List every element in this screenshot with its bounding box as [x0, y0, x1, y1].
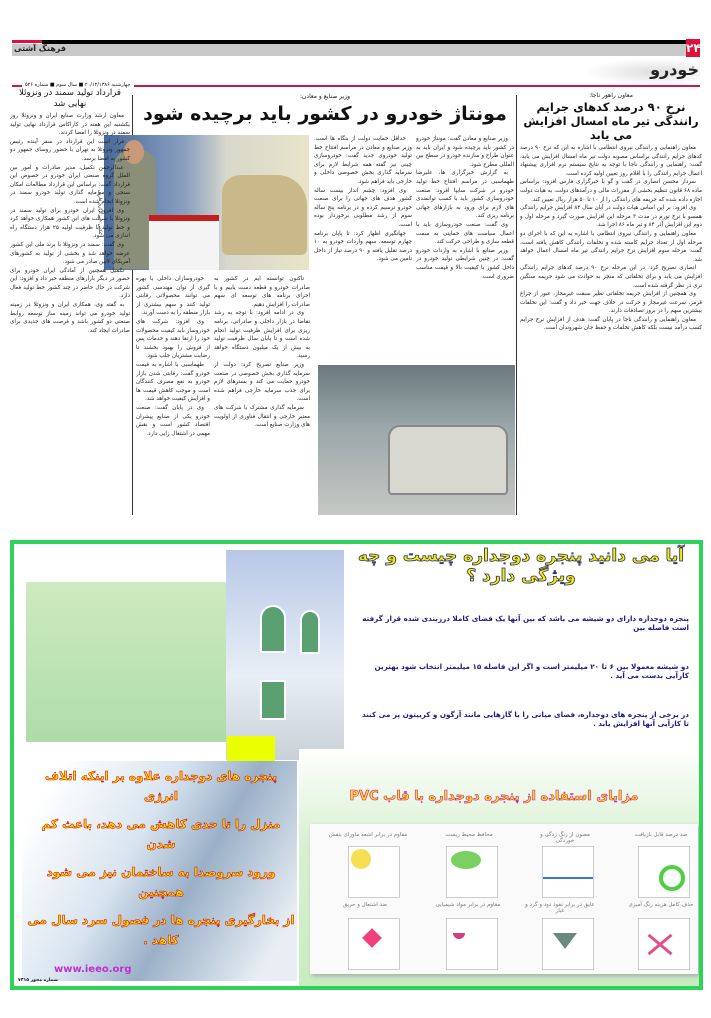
paragraph: وی افزود: بر این اساس هیات دولت در آبان سال ۸۴ افزایش جرایم رانندگی همسو با نرخ تورم در مدت ۳ مرحله این افزایش صورت گیرد و مرحله اول و دوم این افزایش آذر ۸۴ و تیر ماه ۸۶ اجرا شد.	[520, 205, 702, 229]
car-factory-photo	[318, 365, 515, 515]
benefit-label: صد درصد قابل بازیافت	[634, 832, 688, 838]
benefit-label: مقاوم در برابر اشعه ماورای بنفش	[328, 832, 408, 838]
minister-photo	[104, 135, 309, 270]
article-title: نرخ ۹۰ درصد کدهای جرایم رانندگی تیر ماه امسال افزایش می یابد	[523, 100, 699, 142]
paragraph: سرمایه گذاری مشترک با شرکت های معتبر خارجی و انتقال فناوری از اولویت های وزارت صنایع است.	[214, 404, 310, 429]
paragraph: عبدالرحمن تکمیل، مدیر صادرات و امور بین الملل گروه صنعتی ایران خودرو در خصوص این قرارداد گفت: براساس این قرارداد مطالعات امکان سنجی و سرمایه گذاری تولید خودرو سمند در ونزوئلا انجام شده است.	[10, 164, 130, 205]
window	[260, 680, 286, 720]
benefit-label: مصون از زنگ زدگی و خوردگی	[540, 832, 590, 844]
paragraph: معاون ارشد وزارت صنایع ایران و ونزوئلا روز یکشنبه این هفته در کاراکاس قرارداد نهایی تولید سمند در ونزوئلا را امضا کردند.	[10, 113, 130, 137]
arched-window	[300, 610, 320, 654]
paragraph: تاکنون توانسته ایم در کشور به صادرات خودرو و قطعه دست یابیم و با اجرای برنامه های توسعه ای سهم صادرات را افزایش دهیم.	[214, 276, 310, 308]
paragraph: تکمیل همچنین از آمادگی ایران خودرو برای حضور در دیگر بازارهای منطقه خبر داد و افزود: این شرکت در حال حاضر در چند کشور خط تولید فعال دارد.	[10, 267, 130, 300]
paragraph: وی در ادامه افزود: با توجه به رشد تقاضا در بازار داخلی و صادراتی، برنامه ریزی برای افزایش ظرفیت تولید انجام شده است و تا پایان سال ظرفیت تولید به بیش از یک میلیون دستگاه خواهد رسید.	[214, 310, 310, 360]
dust-proof-icon	[542, 918, 594, 970]
paragraph: وی گفت: سمند در ونزوئلا با برند ملی این کشور عرضه خواهد شد و بخشی از تولید به کشورهای آمریکای لاتین صادر می شود.	[10, 241, 130, 266]
fire-resistant-icon	[348, 918, 400, 970]
paragraph: وزیر صنایع تصریح کرد: دولت از سرمایه گذاری بخش خصوصی در صنعت خودرو حمایت می کند و بسترهای لازم برای جذب سرمایه خارجی فراهم شده است.	[214, 361, 310, 403]
paragraph: طهماسبی با اشاره به قیمت خودرو گفت: رقابتی شدن بازار خودرو به نفع مصرف کنندگان است و موجب کاهش قیمت ها و افزایش کیفیت خواهد شد.	[136, 361, 210, 403]
paragraph: وزیر صنایع و معادن گفت: مونتاژ خودرو در کشور باید برچیده شود و ایران باید به عنوان طراح و سازنده خودرو در سطح بین المللی مطرح شود.	[416, 136, 514, 168]
page-number: ۲۴	[686, 41, 701, 55]
ad-slogan	[26, 766, 296, 958]
benefit-label: ضد اشتعال و حریق	[342, 902, 388, 908]
paragraph: سردار محسن انصاری در گفت و گو با خبرگزاری فارس افزود: براساس ماده ۶۸ قانون تنظیم بخشی از مقررات مالی و درآمدهای دولت، به هیات دولت اجازه داده شده که جریمه های رانندگی را از ۱۰ تا ۵۰ هزار ریال تعیین کند.	[520, 179, 702, 203]
ad-line-1: پنجره دوجداره دارای دو شیشه می باشد که بین آنها یک فضای کاملا درزبندی شده قرار گرفته است فاصله بین	[362, 614, 689, 632]
paragraph: حداقل حمایت دولت از بنگاه ها است. وزیر صنایع و معادن در مراسم افتتاح خط تولید خودروی جدید گفت: خودروسازی چینی نیز گفته همه شرایط لازم برای سرمایه گذاری بخش خصوصی داخلی و خارجی باید فراهم شود.	[314, 136, 412, 185]
benefit-label: عایق در برابر نفوذ دود و گرد و غبار	[525, 902, 595, 914]
photo-credit: عکس: خبرگزاری فارس	[97, 190, 102, 235]
benefits-title: مزایای استفاده از پنجره دوجداره با قاب PVC	[349, 789, 639, 804]
benefit-label: محافظ محیط زیست	[445, 832, 493, 838]
paragraph: وی افزود: شرکت های خودروساز باید کیفیت محصولات خود را ارتقا دهند و خدمات پس از فروش را بهبود بخشند تا رضایت مشتریان جلب شود.	[136, 318, 210, 360]
section-title: خودرو	[650, 60, 699, 79]
car	[222, 175, 307, 255]
paragraph: وی در پایان گفت: صنعت خودرو یکی از صنایع پیشران اقتصاد کشور است و نقش مهمی در اشتغال زایی دارد.	[136, 404, 210, 437]
yellow-square	[227, 736, 275, 761]
paragraph: جهانگیری اظهار کرد: تا پایان برنامه چهارم توسعه، سهم واردات خودرو به ۱۰ درصد تقلیل یافته و ۹۰ درصد نیاز از داخل تامین می شود.	[314, 230, 412, 263]
left-article	[10, 88, 130, 520]
ad-line-3: در برخی از پنجره های دوجداره، فضای میانی را با گازهایی مانند آرگون و کریپتون پر می کنند تا کارآیی آنها افزایش یابد .	[361, 710, 689, 728]
slogan-line: از بخارگیری پنجره ها در فصول سرد سال می کاهد .	[27, 913, 295, 947]
main-col-2	[314, 135, 412, 360]
paragraph: به گزارش خبرگزاری ها، علیرضا طهماسبی در مراسم افتتاح خط تولید خودرو در شرکت سایپا افزود: صنعت خودروسازی کشور باید با کسب توانمندی های لازم برای ورود به بازارهای جهانی برنامه ریزی کند.	[416, 170, 514, 220]
main-kicker: وزیر صنایع و معادن:	[299, 93, 351, 100]
window-advertisement	[10, 540, 703, 990]
podium	[149, 215, 219, 270]
paragraph: معاون راهنمایی و رانندگی ناجا در پایان گفت: هدف از افزایش نرخ جرایم کسب درآمد نیست بلکه کاهش تخلفات و حفظ جان شهروندان است.	[520, 316, 702, 332]
article-body	[10, 112, 130, 517]
anti-corrosion-icon	[542, 846, 594, 898]
permit-number: شماره مجوز ۷۳۱۵	[18, 978, 58, 983]
main-headline: مونتاژ خودرو در کشور باید برچیده شود	[143, 103, 507, 125]
article-body	[520, 144, 702, 524]
main-col-3	[214, 275, 310, 520]
dateline: چهارشنبه ۲۰/۱۲/۱۳۸۶ ■ سال سوم ■ شماره ۵۲۶	[22, 82, 134, 88]
slogan-line: منزل را تا حدی کاهش می دهد، باعث کم شدن	[41, 817, 281, 851]
header-gray-bar	[12, 44, 686, 56]
building-photo	[226, 550, 344, 760]
slogan-line: پنجره های دوجداره علاوه بر اینکه اتلاف انرژی	[44, 769, 278, 803]
sun-icon	[348, 846, 400, 898]
benefit-label: مقاوم در برابر مواد شیمیایی	[435, 902, 501, 908]
main-col-4	[136, 275, 210, 520]
paragraph: وزیر صنایع با اشاره به واردات خودرو گفت: در چنین شرایطی تولید خودرو در داخل کشور با کیفیت بالا و قیمت مناسب ضروری است.	[416, 247, 514, 280]
article-kicker: معاون راهور ناجا:	[589, 92, 633, 99]
arched-window	[260, 605, 286, 653]
benefit-label: حذف کامل هزینه رنگ آمیزی	[628, 902, 694, 908]
no-paint-icon	[638, 918, 690, 970]
paragraph: وی افزود: چشم انداز بیست ساله کشور هدف های جهانی را برای صنعت خودرو ترسیم کرده و در برنامه پنج ساله سوم از رشد مطلوبی برخوردار بوده است.	[314, 187, 412, 228]
paragraph: معاون راهنمایی و رانندگی نیروی انتظامی با اشاره به این که نرخ ۹۰ درصد کدهای جرایم رانندگی براساس مصوبه دولت تیر ماه امسال افزایش می یابد، گفت: راهنمایی و رانندگی ناجا با توجه به نتایج سیستم نرم افزاری پیشنهاد اعمال جرایم رانندگی را با اقلام روز تعیین اولیه کرده است.	[520, 145, 702, 177]
benefits-grid	[310, 824, 698, 974]
logo: فرهنگ آشتی	[14, 44, 66, 53]
website-link[interactable]: www.ieeo.org	[54, 964, 132, 975]
paragraph: وی افزود: ایران خودرو برای تولید سمند در ونزوئلا با شرکت های این کشور همکاری خواهد کرد و خط تولید با ظرفیت اولیه ۲۵ هزار دستگاه راه اندازی می شود.	[10, 207, 130, 240]
paragraph: معاون راهنمایی و رانندگی نیروی انتظامی با اشاره به این که با اجرای دو مرحله اول از تعداد جرایم کاسته شده و تخلفات رانندگی کاهش یافته است، گفت: مرحله سوم افزایش نرخ جرایم رانندگی تیر ماه امسال اعمال خواهد شد.	[520, 230, 702, 263]
paragraph: انصاری تصریح کرد: در این مرحله نرخ ۹۰ درصد کدهای جرایم رانندگی افزایش می یابد و برای تخلفاتی که منجر به حوادث می شود جریمه سنگین تری در نظر گرفته شده است.	[520, 265, 702, 289]
header-red-tab	[12, 40, 42, 43]
chemical-resistant-icon	[446, 918, 498, 970]
greenhouse-photo	[26, 582, 234, 742]
right-article	[520, 92, 702, 522]
suv	[388, 425, 508, 495]
paragraph: قرار است این قرارداد در سفر آینده رئیس جمهور ونزوئلا به تهران با حضور روسای جمهور دو کشور به امضا برسد.	[10, 138, 130, 162]
paragraph: خودروسازان داخلی با بهره گیری از توان مهندسی کشور می توانند محصولاتی رقابتی تولید کنند و سهم بیشتری از بازار منطقه را به دست آورند.	[136, 276, 210, 317]
article-title: قرارداد تولید سمند در ونزوئلا نهایی شد	[19, 88, 121, 109]
ad-title: آیا می دانید پنجره دوجداره چیست و چه ویژگی دارد ؟	[357, 546, 685, 586]
paragraph: وی همچنین از افزایش جریمه تخلفاتی نظیر سبقت غیرمجاز، عبور از چراغ قرمز، سرعت غیرمجاز و حرکت در خلاف جهت خبر داد و گفت: این تخلفات بیشترین سهم را در بروز تصادفات دارند.	[520, 291, 702, 315]
slogan-line: ورود سروصدا به ساختمان نیز می شود همچنین	[46, 865, 276, 899]
tree-icon	[446, 846, 498, 898]
column-divider	[516, 95, 517, 515]
main-col-1	[416, 135, 514, 360]
paragraph: به گفته وی، همکاری ایران و ونزوئلا در زمینه تولید خودرو می تواند زمینه ساز توسعه روابط صنعتی دو کشور باشد و فرصت های جدیدی برای صادرات ایجاد کند.	[10, 302, 130, 334]
ad-line-2: دو شیشه معمولا بین ۶ تا ۲۰ میلیمتر است و اگر این فاصله ۱۵ میلیمتر انتخاب شود بهترین کارآیی بدست می آید .	[374, 662, 689, 680]
recycle-icon	[638, 846, 690, 898]
paragraph: وی گفت: صنعت خودروسازی باید با اعمال سیاست های حمایتی به سمت قطعه سازی و طراحی حرکت کند.	[416, 221, 514, 246]
